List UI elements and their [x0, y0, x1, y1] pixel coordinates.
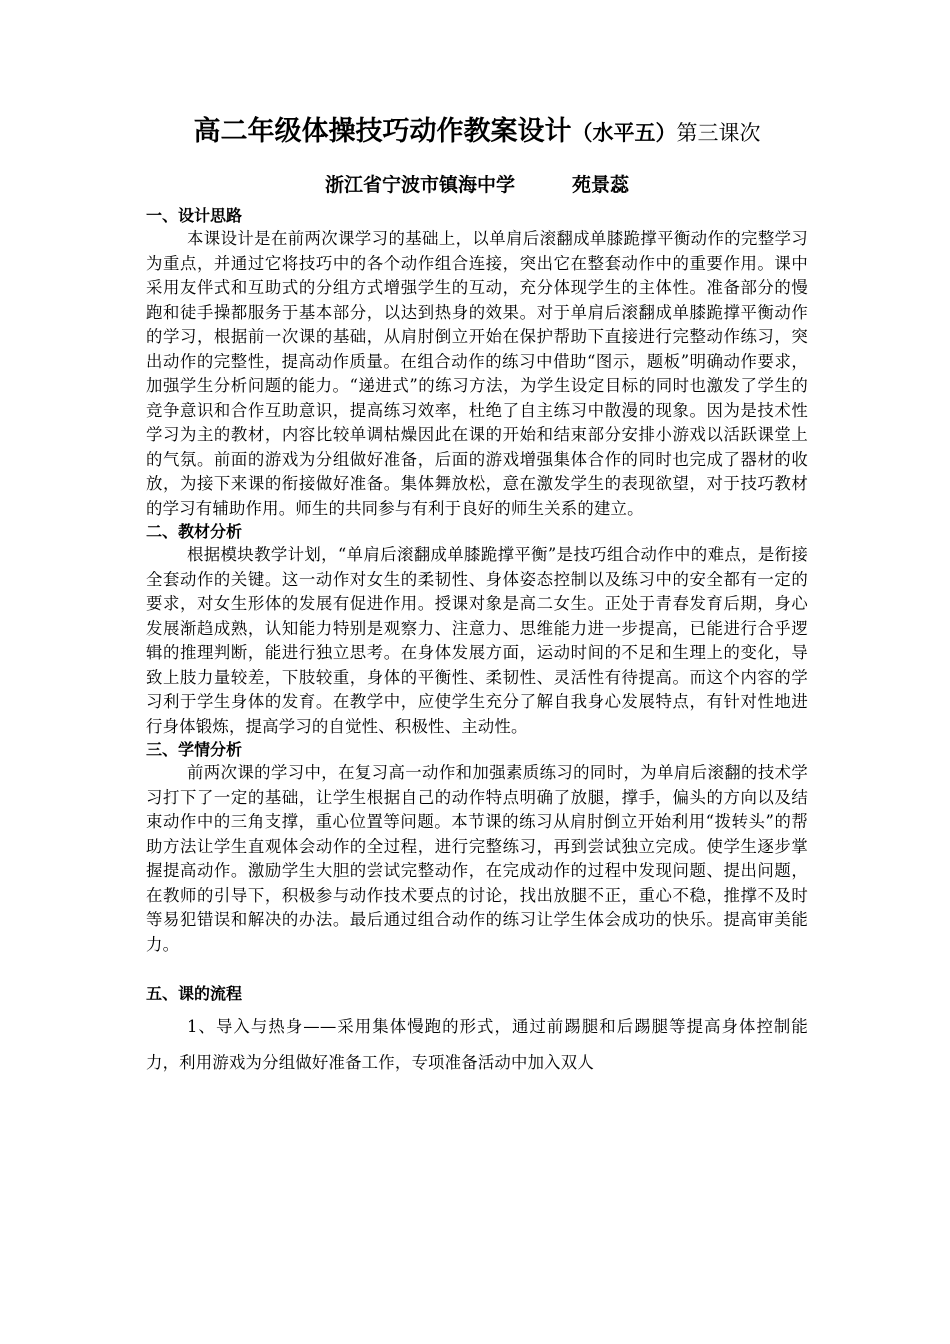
title-level: （水平五）: [571, 120, 677, 145]
section-heading-students: 三、学情分析: [146, 740, 243, 759]
section-heading-flow: 五、课的流程: [146, 984, 243, 1003]
document-title: [146, 112, 808, 153]
section-paragraph-material: 根据模块教学计划，“单肩后滚翻成单膝跪撑平衡”是技巧组合动作中的难点，是衔接全套动作的关键。这一动作对女生的柔韧性、身体姿态控制以及练习中的安全都有一定的要求，对女生形体的发展有促进作用。授课对象是高二女生。正处于青春发育后期，身心发展渐趋成熟，认知能力特别是观察力、注意力、思维能力进一步提高，已能进行合乎逻辑的推理判断，能进行独立思考。在身体发展方面，运动时间的不足和生理上的变化，导致上肢力量较差，下肢较重，身体的平衡性、柔韧性、灵活性有待提高。而这个内容的学习利于学生身体的发育。在教学中，应使学生充分了解自我身心发展特点，有针对性地进行身体锻炼，提高学习的自觉性、积极性、主动性。: [146, 545, 808, 736]
title-lesson-number: 第三课次: [676, 121, 761, 145]
document-page: [146, 112, 808, 1081]
title-main: 高二年级体操技巧动作教案设计: [193, 116, 572, 147]
section-paragraph-flow: 1、导入与热身——采用集体慢跑的形式，通过前踢腿和后踢腿等提高身体控制能力，利用游戏为分组做好准备工作，专项准备活动中加入双人: [146, 1017, 808, 1072]
author-line: 浙江省宁波市镇海中学 苑景蕊: [324, 174, 629, 196]
section-paragraph-design: 本课设计是在前两次课学习的基础上，以单肩后滚翻成单膝跪撑平衡动作的完整学习为重点，并通过它将技巧中的各个动作组合连接，突出它在整套动作中的重要作用。课中采用友伴式和互助式的分组方式增强学生的互动，充分体现学生的主体性。准备部分的慢跑和徒手操都服务于基本部分，以达到热身的效果。对于单肩后滚翻成单膝跪撑平衡动作的学习，根据前一次课的基础，从肩肘倒立开始在保护帮助下直接进行完整动作练习，突出动作的完整性，提高动作质量。在组合动作的练习中借助“图示，题板”明确动作要求，加强学生分析问题的能力。“递进式”的练习方法，为学生设定目标的同时也激发了学生的竞争意识和合作互助意识，提高练习效率，杜绝了自主练习中散漫的现象。因为是技术性学习为主的教材，内容比较单调枯燥因此在课的开始和结束部分安排小游戏以活跃课堂上的气氛。前面的游戏为分组做好准备，后面的游戏增强集体合作的同时也完成了器材的收放，为接下来课的衔接做好准备。集体舞放松，意在激发学生的表现欲望，对于技巧教材的学习有辅助作用。师生的共同参与有利于良好的师生关系的建立。: [146, 229, 808, 518]
section-heading-design: 一、设计思路: [146, 206, 243, 225]
section-paragraph-students: 前两次课的学习中，在复习高一动作和加强素质练习的同时，为单肩后滚翻的技术学习打下了一定的基础，让学生根据自己的动作特点明确了放腿，撑手，偏头的方向以及结束动作中的三角支撑，重心位置等问题。本节课的练习从肩肘倒立开始利用“拨转头”的帮助方法让学生直观体会动作的全过程，进行完整练习，再到尝试独立完成。使学生逐步掌握提高动作。激励学生大胆的尝试完整动作，在完成动作的过程中发现问题、提出问题，在教师的引导下，积极参与动作技术要点的讨论，找出放腿不正，重心不稳，推撑不及时等易犯错误和解决的办法。最后通过组合动作的练习让学生体会成功的快乐。提高审美能力。: [146, 763, 808, 954]
section-heading-material: 二、教材分析: [146, 522, 243, 541]
